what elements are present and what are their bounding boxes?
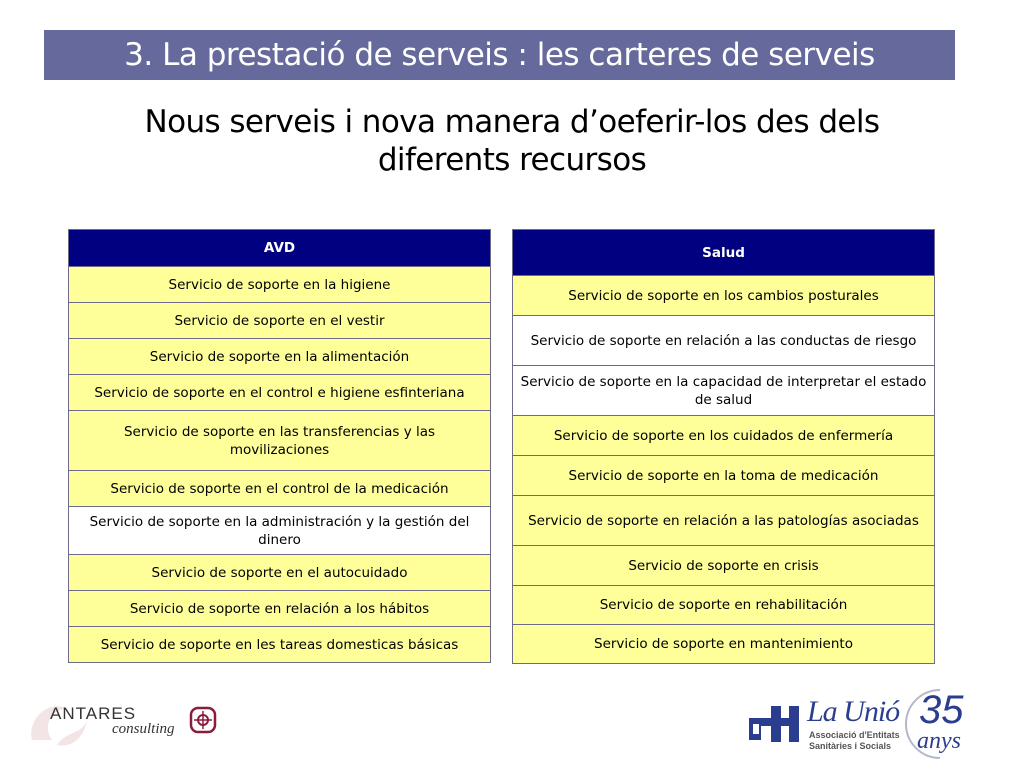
table-row: Servicio de soporte en el vestir <box>69 303 491 339</box>
salud-services-table <box>512 229 935 664</box>
table-row: Servicio de soporte en la administración y la gestión del dinero <box>69 507 491 555</box>
la-unio-association <box>809 730 900 752</box>
table-row: Servicio de soporte en el control de la medicación <box>69 471 491 507</box>
table-row: Servicio de soporte en los cuidados de enfermería <box>513 416 935 456</box>
avd-services-table <box>68 229 491 663</box>
la-unio-line-1: Associació d'Entitats <box>809 730 900 740</box>
table-row: Servicio de soporte en la capacidad de interpretar el estado de salud <box>513 366 935 416</box>
table-row: Servicio de soporte en mantenimiento <box>513 625 935 664</box>
table-row: Servicio de soporte en rehabilitación <box>513 586 935 625</box>
la-unio-symbol-icon <box>745 696 805 756</box>
la-unio-line-2: Sanitàries i Socials <box>809 741 892 751</box>
table-row: Servicio de soporte en los cambios posturales <box>513 276 935 316</box>
salud-table-header: Salud <box>513 230 935 276</box>
antares-subtitle: consulting <box>112 721 175 737</box>
table-row: Servicio de soporte en la toma de medicación <box>513 456 935 496</box>
subtitle-line-1: Nous serveis i nova manera d’oeferir-los des dels <box>144 104 880 140</box>
antares-logo <box>30 690 230 750</box>
table-row: Servicio de soporte en la alimentación <box>69 339 491 375</box>
table-row: Servicio de soporte en relación a las conductas de riesgo <box>513 316 935 366</box>
subtitle-line-2: diferents recursos <box>377 142 647 178</box>
table-row: Servicio de soporte en las transferencias y las movilizaciones <box>69 411 491 471</box>
table-row: Servicio de soporte en relación a las patologías asociadas <box>513 496 935 546</box>
table-row: Servicio de soporte en el control e higiene esfinteriana <box>69 375 491 411</box>
la-unio-logo <box>745 688 995 763</box>
slide-subtitle <box>80 103 944 179</box>
la-unio-name: La Unió <box>807 695 900 728</box>
slide-title: 3. La prestació de serveis : les carteres de serveis <box>44 30 955 80</box>
anniversary-number: 35 <box>919 688 964 732</box>
table-row: Servicio de soporte en el autocuidado <box>69 555 491 591</box>
table-row: Servicio de soporte en les tareas domesticas básicas <box>69 627 491 663</box>
antares-emblem-icon <box>188 705 218 735</box>
avd-table-header: AVD <box>69 230 491 267</box>
anniversary-word: anys <box>917 728 961 754</box>
table-row: Servicio de soporte en crisis <box>513 546 935 586</box>
antares-name: ANTARES <box>50 704 137 723</box>
table-row: Servicio de soporte en la higiene <box>69 267 491 303</box>
table-row: Servicio de soporte en relación a los hábitos <box>69 591 491 627</box>
